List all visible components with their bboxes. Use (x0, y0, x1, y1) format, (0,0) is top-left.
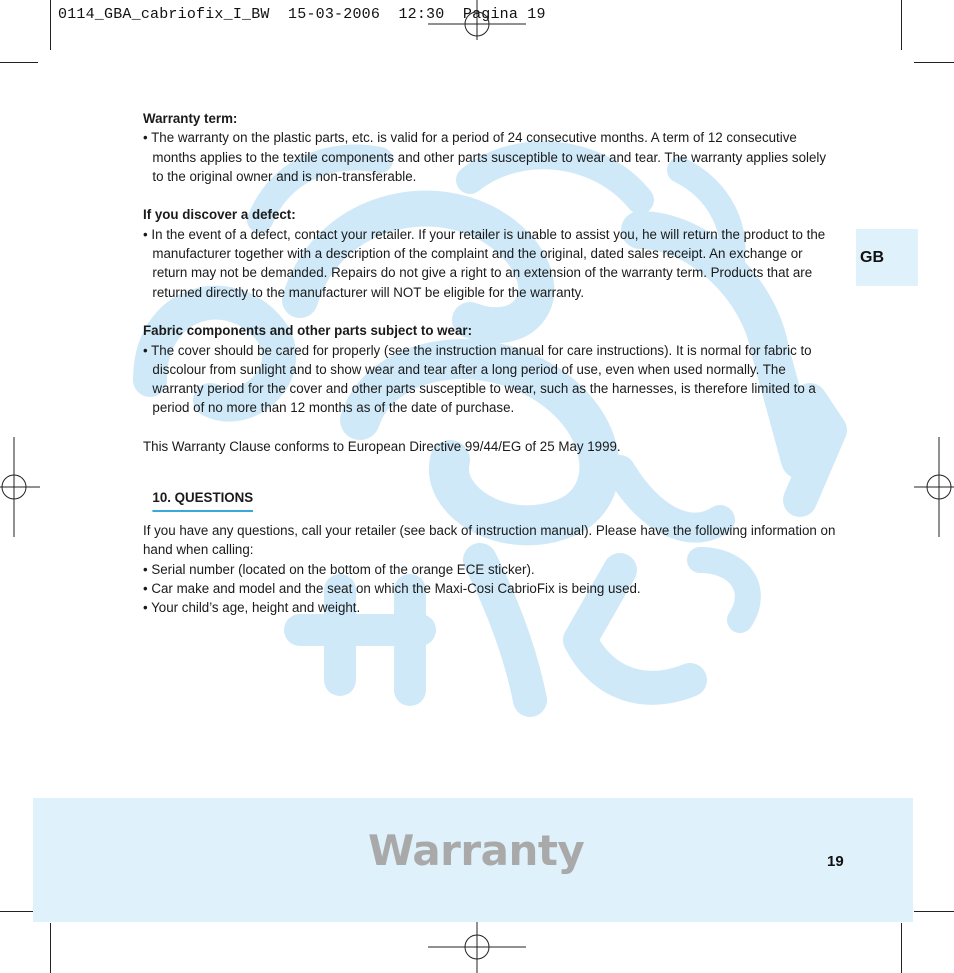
fabric-text: • The cover should be cared for properly (see the instruction manual for care instructions). It is normal for fabric to discolour from sunlight and to show wear and tear after a long period of use, even when used normally. The warranty period for the cover and other parts susceptible to wear, such as the harnesses, is therefore limited to a period of no more than 12 months as of the date of purchase. (143, 342, 816, 417)
questions-item: • Your child’s age, height and weight. (143, 600, 361, 617)
defect-text: • In the event of a defect, contact your retailer. If your retailer is unable to assist you, he will return the product to the manufacturer together with a description of the complaint and the original, dated sales receipt. An exchange or return may not be demanded. Repairs do not give a right to an extension of the warranty term. Products that are returned directly to the manufacturer will NOT be eligible for the warranty. (143, 226, 826, 301)
registration-mark-right (914, 437, 954, 537)
registration-mark-bottom (428, 922, 526, 973)
language-tab-label: GB (860, 248, 884, 266)
questions-item: • Car make and model and the seat on which the Maxi-Cosi CabrioFix is being used. (143, 580, 641, 597)
registration-mark-top (428, 0, 526, 40)
questions-heading: 10. QUESTIONS (152, 489, 253, 512)
directive-text: This Warranty Clause conforms to European Directive 99/44/EG of 25 May 1999. (143, 439, 621, 456)
questions-intro: If you have any questions, call your retailer (see back of instruction manual). Please have the following information on hand when calling: (143, 522, 836, 559)
registration-mark-left (0, 437, 40, 537)
printer-slug: 0114_GBA_cabriofix_I_BW 15-03-2006 12:30 Pagina 19 (58, 6, 546, 23)
fabric-heading: Fabric components and other parts subject to wear: (143, 323, 473, 340)
language-tab (856, 229, 918, 286)
page-number: 19 (827, 853, 844, 870)
warranty-term-text: • The warranty on the plastic parts, etc. is valid for a period of 24 consecutive months. A term of 12 consecutive months applies to the textile components and other parts susceptible to wear and tear. The warranty applies solely to the original owner and is non-transferable. (143, 130, 827, 185)
main-content (143, 110, 839, 618)
questions-item: • Serial number (located on the bottom of the orange ECE sticker). (143, 561, 535, 578)
defect-heading: If you discover a defect: (143, 207, 296, 224)
warranty-term-heading: Warranty term: (143, 111, 238, 127)
footer-title: Warranty (368, 826, 585, 875)
